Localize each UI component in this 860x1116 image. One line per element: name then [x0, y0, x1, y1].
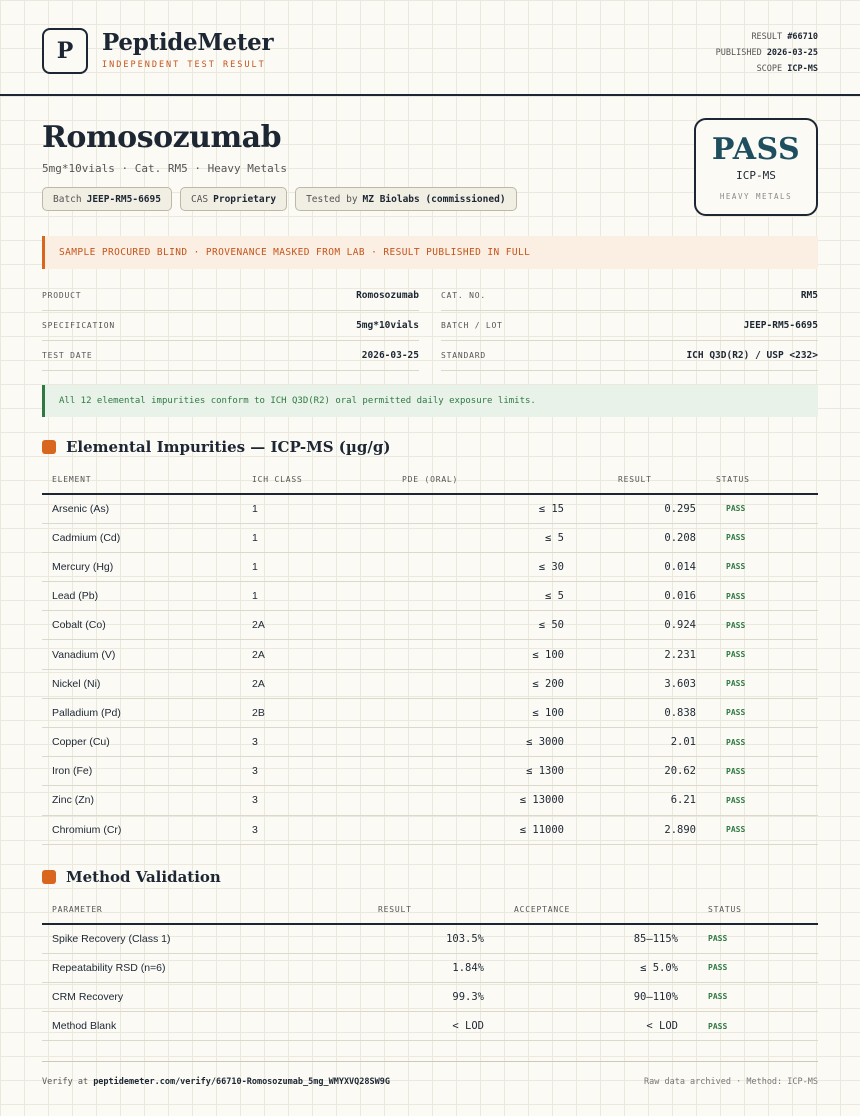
table-row — [42, 669, 818, 698]
status-badge: PASS — [706, 523, 818, 552]
info-grid — [42, 281, 818, 371]
table-row — [42, 982, 818, 1011]
footer-divider — [42, 1061, 818, 1062]
pde-cell: ≤ 30 — [362, 552, 574, 581]
status-badge: PASS — [706, 494, 818, 523]
result-cell: < LOD — [264, 1012, 494, 1041]
ich-class-cell: 2A — [242, 611, 362, 640]
pde-cell: ≤ 5 — [362, 523, 574, 552]
result-cell: 2.01 — [574, 728, 706, 757]
pde-cell: ≤ 100 — [362, 698, 574, 727]
parameter-cell: Method Blank — [42, 1012, 264, 1041]
info-standard: STANDARD ICH Q3D(R2) / USP <232> — [441, 341, 818, 371]
pde-cell: ≤ 1300 — [362, 757, 574, 786]
result-cell: 1.84% — [264, 953, 494, 982]
element-cell: Vanadium (V) — [42, 640, 242, 669]
parameter-cell: Repeatability RSD (n=6) — [42, 953, 264, 982]
ich-class-cell: 3 — [242, 757, 362, 786]
page-header — [0, 0, 860, 96]
element-cell: Lead (Pb) — [42, 582, 242, 611]
status-badge: PASS — [688, 953, 818, 982]
section-marker-icon — [42, 440, 56, 454]
status-badge: PASS — [706, 757, 818, 786]
table-row — [42, 815, 818, 844]
result-cell: 99.3% — [264, 982, 494, 1011]
result-cell: 0.295 — [574, 494, 706, 523]
result-cell: 6.21 — [574, 786, 706, 815]
pde-cell: ≤ 200 — [362, 669, 574, 698]
status-badge: PASS — [706, 640, 818, 669]
status-badge: PASS — [706, 552, 818, 581]
product-subtitle: 5mg*10vials · Cat. RM5 · Heavy Metals — [42, 162, 288, 175]
result-cell: 0.014 — [574, 552, 706, 581]
pde-cell: ≤ 13000 — [362, 786, 574, 815]
table-row — [42, 494, 818, 523]
table-row — [42, 1012, 818, 1041]
table-row — [42, 552, 818, 581]
table-row — [42, 924, 818, 953]
col-ich-class: ICH CLASS — [242, 466, 362, 494]
status-badge: PASS — [706, 669, 818, 698]
table-row — [42, 640, 818, 669]
product-title: Romosozumab — [42, 120, 282, 155]
status-badge: PASS — [706, 815, 818, 844]
verdict-method: ICP-MS — [736, 169, 776, 182]
col-element: ELEMENT — [42, 466, 242, 494]
cas-chip: CAS Proprietary — [180, 187, 287, 211]
verdict-stamp — [694, 118, 818, 216]
table-row — [42, 953, 818, 982]
col-acceptance: ACCEPTANCE — [494, 896, 688, 924]
result-cell: 20.62 — [574, 757, 706, 786]
col-val-result: RESULT — [264, 896, 494, 924]
impurities-table — [42, 466, 818, 845]
acceptance-cell: 85–115% — [494, 924, 688, 953]
ich-class-cell: 3 — [242, 786, 362, 815]
status-badge: PASS — [688, 924, 818, 953]
ich-class-cell: 3 — [242, 728, 362, 757]
element-cell: Arsenic (As) — [42, 494, 242, 523]
scope-line: SCOPE ICP-MS — [756, 64, 818, 74]
status-badge: PASS — [688, 982, 818, 1011]
pde-cell: ≤ 11000 — [362, 815, 574, 844]
result-cell: 3.603 — [574, 669, 706, 698]
batch-chip: Batch JEEP-RM5-6695 — [42, 187, 172, 211]
table-row — [42, 582, 818, 611]
table-row — [42, 611, 818, 640]
status-badge: PASS — [706, 582, 818, 611]
ich-class-cell: 2B — [242, 698, 362, 727]
result-cell: 2.231 — [574, 640, 706, 669]
verify-link[interactable]: peptidemeter.com/verify/66710-Romosozumab_5mg_WMYXVQ28SW9G — [93, 1077, 390, 1087]
info-cat-no: CAT. NO. RM5 — [441, 281, 818, 311]
verify-text: Verify at peptidemeter.com/verify/66710-Romosozumab_5mg_WMYXVQ28SW9G — [42, 1077, 390, 1087]
element-cell: Copper (Cu) — [42, 728, 242, 757]
status-badge: PASS — [706, 698, 818, 727]
conformance-banner: All 12 elemental impurities conform to ICH Q3D(R2) oral permitted daily exposure limits. — [42, 385, 818, 417]
verdict-scope: HEAVY METALS — [719, 192, 793, 201]
ich-class-cell: 2A — [242, 640, 362, 669]
ich-class-cell: 2A — [242, 669, 362, 698]
acceptance-cell: < LOD — [494, 1012, 688, 1041]
brand-tagline: INDEPENDENT TEST RESULT — [102, 60, 266, 70]
pde-cell: ≤ 100 — [362, 640, 574, 669]
chip-row — [42, 187, 517, 211]
section-marker-icon — [42, 870, 56, 884]
verdict-word: PASS — [711, 132, 801, 167]
published-line: PUBLISHED 2026-03-25 — [715, 48, 818, 58]
result-cell: 2.890 — [574, 815, 706, 844]
validation-heading: Method Validation — [42, 868, 221, 886]
col-parameter: PARAMETER — [42, 896, 264, 924]
result-cell: 0.016 — [574, 582, 706, 611]
element-cell: Nickel (Ni) — [42, 669, 242, 698]
validation-table — [42, 896, 818, 1041]
ich-class-cell: 1 — [242, 582, 362, 611]
table-row — [42, 523, 818, 552]
element-cell: Palladium (Pd) — [42, 698, 242, 727]
element-cell: Mercury (Hg) — [42, 552, 242, 581]
table-row — [42, 698, 818, 727]
table-row — [42, 757, 818, 786]
status-badge: PASS — [706, 728, 818, 757]
col-pde: PDE (ORAL) — [362, 466, 574, 494]
status-badge: PASS — [706, 786, 818, 815]
info-specification: SPECIFICATION 5mg*10vials — [42, 311, 419, 341]
result-id-line: RESULT #66710 — [751, 32, 818, 42]
status-badge: PASS — [706, 611, 818, 640]
result-id: #66710 — [787, 32, 818, 42]
ich-class-cell: 1 — [242, 523, 362, 552]
acceptance-cell: 90–110% — [494, 982, 688, 1011]
pde-cell: ≤ 5 — [362, 582, 574, 611]
ich-class-cell: 1 — [242, 552, 362, 581]
element-cell: Iron (Fe) — [42, 757, 242, 786]
table-row — [42, 786, 818, 815]
col-status: STATUS — [706, 466, 818, 494]
result-cell: 103.5% — [264, 924, 494, 953]
element-cell: Zinc (Zn) — [42, 786, 242, 815]
result-cell: 0.924 — [574, 611, 706, 640]
logo-icon: P — [42, 28, 88, 74]
pde-cell: ≤ 50 — [362, 611, 574, 640]
pde-cell: ≤ 3000 — [362, 728, 574, 757]
ich-class-cell: 3 — [242, 815, 362, 844]
element-cell: Chromium (Cr) — [42, 815, 242, 844]
parameter-cell: CRM Recovery — [42, 982, 264, 1011]
info-product: PRODUCT Romosozumab — [42, 281, 419, 311]
status-badge: PASS — [688, 1012, 818, 1041]
result-meta — [716, 29, 818, 77]
element-cell: Cobalt (Co) — [42, 611, 242, 640]
scope-value: ICP-MS — [787, 64, 818, 74]
acceptance-cell: ≤ 5.0% — [494, 953, 688, 982]
brand-name: PeptideMeter — [102, 29, 274, 56]
provenance-notice: SAMPLE PROCURED BLIND · PROVENANCE MASKED FROM LAB · RESULT PUBLISHED IN FULL — [42, 236, 818, 269]
info-batch: BATCH / LOT JEEP-RM5-6695 — [441, 311, 818, 341]
pde-cell: ≤ 15 — [362, 494, 574, 523]
element-cell: Cadmium (Cd) — [42, 523, 242, 552]
tested-by-chip: Tested by MZ Biolabs (commissioned) — [295, 187, 516, 211]
table-row — [42, 728, 818, 757]
parameter-cell: Spike Recovery (Class 1) — [42, 924, 264, 953]
col-val-status: STATUS — [688, 896, 818, 924]
result-cell: 0.838 — [574, 698, 706, 727]
footer-note: Raw data archived · Method: ICP-MS — [644, 1077, 818, 1087]
info-test-date: TEST DATE 2026-03-25 — [42, 341, 419, 371]
result-cell: 0.208 — [574, 523, 706, 552]
ich-class-cell: 1 — [242, 494, 362, 523]
col-result: RESULT — [574, 466, 706, 494]
published-date: 2026-03-25 — [766, 48, 818, 58]
impurities-heading: Elemental Impurities — ICP-MS (µg/g) — [42, 438, 390, 456]
